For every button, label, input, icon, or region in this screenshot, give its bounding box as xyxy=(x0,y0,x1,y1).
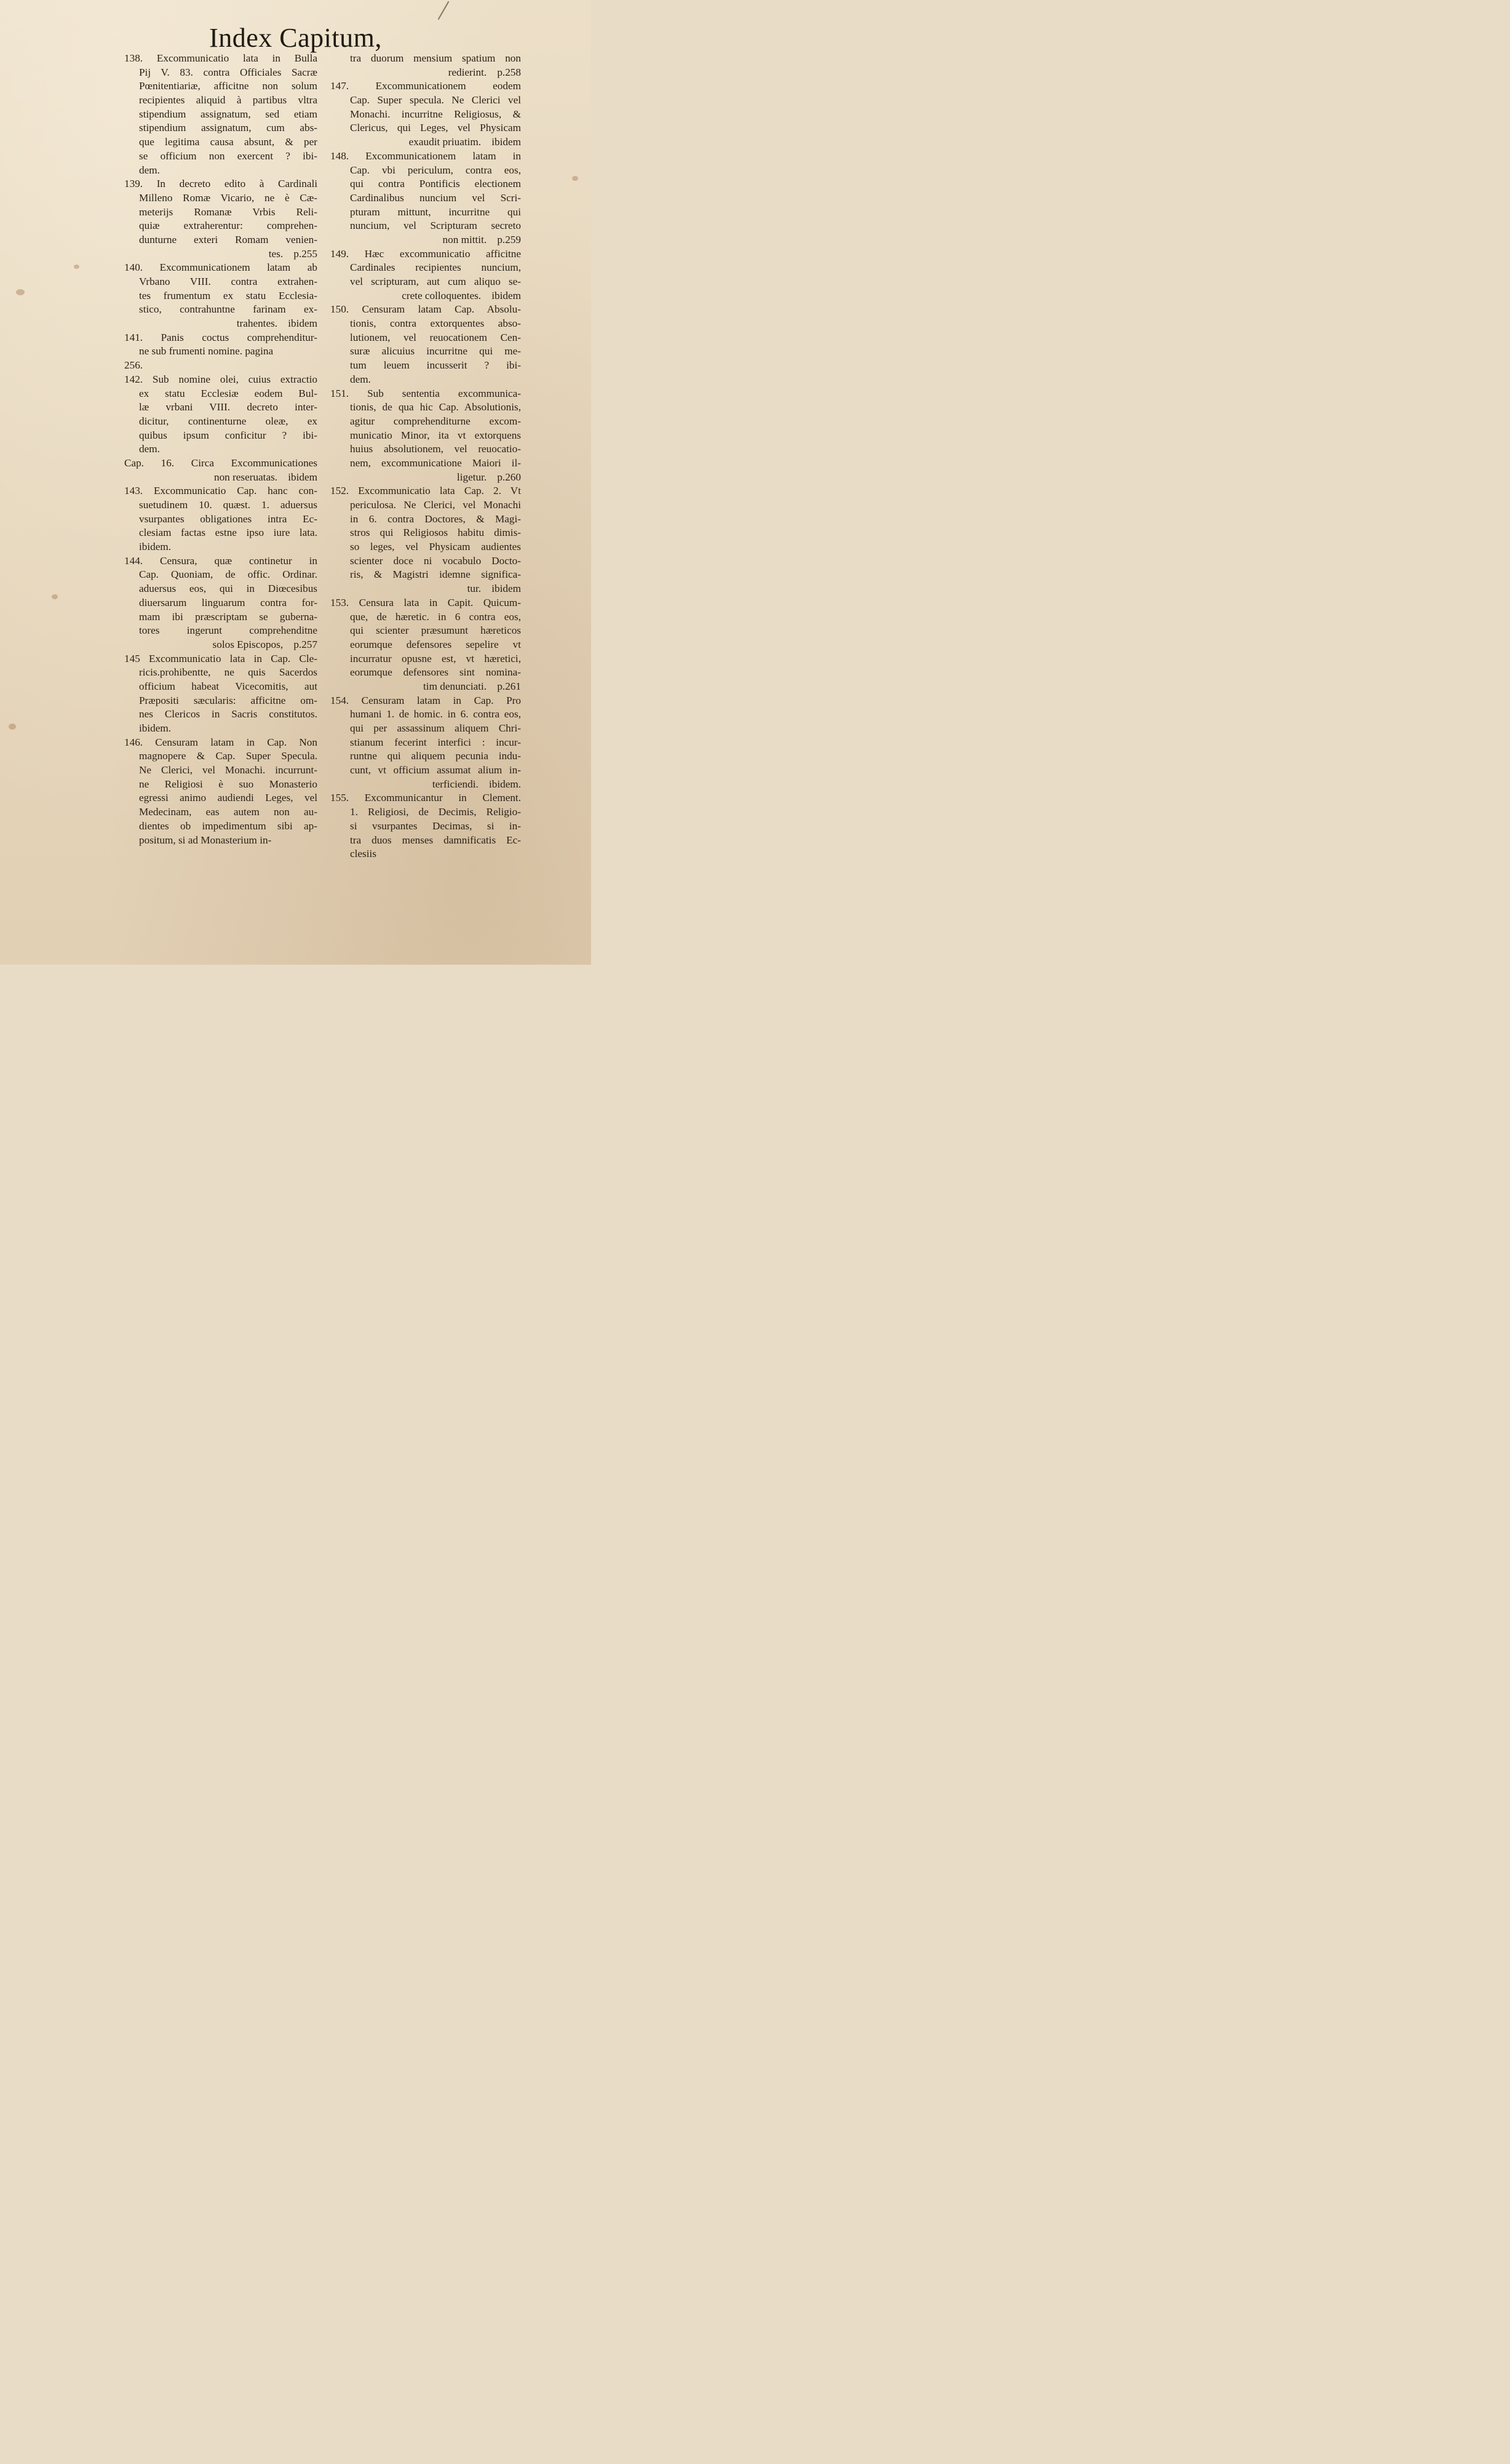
index-line: 141. Panis coctus comprehenditur- xyxy=(124,331,317,343)
index-line: 1. Religiosi, de Decimis, Religio- xyxy=(350,806,521,818)
index-line: 153. Censura lata in Capit. Quicum- xyxy=(330,596,521,608)
index-line: non reseruatas. ibidem xyxy=(213,471,317,483)
index-line: quibus ipsum conficitur ? ibi- xyxy=(139,429,317,441)
index-line: ligetur. p.260 xyxy=(456,471,521,483)
index-line: lutionem, vel reuocationem Cen- xyxy=(350,331,521,343)
index-line: suetudinem 10. quæst. 1. aduersus xyxy=(139,499,317,511)
index-line: eorumque defensores sint nomina- xyxy=(350,666,521,679)
index-line: 139. In decreto edito à Cardinali xyxy=(124,178,317,190)
index-line: 138. Excommunicatio lata in Bulla xyxy=(124,52,317,64)
index-line: Pœnitentiariæ, afficitne non solum xyxy=(139,80,317,92)
index-line: trahentes. ibidem xyxy=(236,317,317,330)
index-line: stianum fecerint interfici : incur- xyxy=(350,736,521,748)
foxing-spot xyxy=(52,594,58,599)
index-line: 145 Excommunicatio lata in Cap. Cle- xyxy=(124,652,317,664)
index-line: Cap. 16. Circa Excommunicationes xyxy=(124,457,317,469)
index-line: stipendium assignatum, sed etiam xyxy=(139,108,317,120)
index-line: dientes ob impedimentum sibi ap- xyxy=(139,819,317,832)
index-line: stipendium assignatum, cum abs- xyxy=(139,122,317,134)
index-line: magnopere & Cap. Super Specula. xyxy=(139,750,317,762)
index-line: tes frumentum ex statu Ecclesia- xyxy=(139,289,317,301)
index-line: Pij V. 83. contra Officiales Sacræ xyxy=(139,66,317,78)
index-line: tores ingerunt comprehenditne xyxy=(139,624,317,637)
index-line: terficiendi. ibidem. xyxy=(432,778,521,790)
index-line: periculosa. Ne Clerici, vel Monachi xyxy=(350,499,521,511)
index-line: Monachi. incurritne Religiosus, & xyxy=(350,108,521,120)
index-line: Ne Clerici, vel Monachi. incurrunt- xyxy=(139,764,317,776)
index-line: ne sub frumenti nomine. pagina xyxy=(139,345,274,357)
index-line: officium habeat Vicecomitis, aut xyxy=(139,680,317,692)
index-line: se officium non exercent ? ibi- xyxy=(139,150,317,162)
index-line: stros qui Religiosos habitu dimis- xyxy=(350,527,521,539)
index-line: ricis.prohibentte, ne quis Sacerdos xyxy=(139,666,317,679)
index-line: Cap. vbi periculum, contra eos, xyxy=(350,164,521,176)
index-line: 152. Excommunicatio lata Cap. 2. Vt xyxy=(330,485,521,497)
index-line: Vrbano VIII. contra extrahen- xyxy=(139,276,317,287)
foxing-spot xyxy=(74,265,79,269)
index-line: clesiis xyxy=(350,848,376,860)
index-line: Cap. Super specula. Ne Clerici vel xyxy=(350,94,521,106)
index-line: qui contra Pontificis electionem xyxy=(350,178,521,190)
index-line: que, de hæretic. in 6 contra eos, xyxy=(350,610,521,623)
index-line: 147. Excommunicationem eodem xyxy=(330,80,521,92)
index-line: aduersus eos, qui in Diœcesibus xyxy=(139,583,317,595)
index-line: huius absolutionem, vel reuocatio- xyxy=(350,443,521,455)
index-line: 151. Sub sententia excommunica- xyxy=(330,387,521,399)
index-line: 146. Censuram latam in Cap. Non xyxy=(124,736,317,748)
index-line: diuersarum linguarum contra for- xyxy=(139,596,317,608)
index-line: si vsurpantes Decimas, si in- xyxy=(350,819,521,832)
index-line: Cardinalibus nuncium vel Scri- xyxy=(350,191,521,204)
margin-pen-mark xyxy=(438,1,450,20)
index-line: Cardinales recipientes nuncium, xyxy=(350,261,521,274)
index-line: vsurpantes obligationes intra Ec- xyxy=(139,512,317,525)
index-line: Præpositi sæcularis: afficitne om- xyxy=(139,694,317,706)
foxing-spot xyxy=(572,176,578,181)
index-line: in 6. contra Doctores, & Magi- xyxy=(350,512,521,525)
index-line: tum leuem incusserit ? ibi- xyxy=(350,359,521,372)
index-line: redierint. p.258 xyxy=(448,66,521,78)
index-line: recipientes aliquid à partibus vltra xyxy=(139,94,317,106)
index-line: dem. xyxy=(350,373,371,385)
index-line: tes. p.255 xyxy=(268,247,317,260)
index-line: scienter doce ni vocabulo Docto- xyxy=(350,554,521,567)
index-line: 143. Excommunicatio Cap. hanc con- xyxy=(124,485,317,497)
index-line: Milleno Romæ Vicario, ne è Cæ- xyxy=(139,191,317,204)
index-line: ex statu Ecclesiæ eodem Bul- xyxy=(139,387,317,399)
index-line: non mittit. p.259 xyxy=(442,233,521,245)
index-line: Clericus, qui Leges, vel Physicam xyxy=(350,122,521,134)
index-line: humani 1. de homic. in 6. contra eos, xyxy=(350,708,521,720)
index-line: nes Clericos in Sacris constitutos. xyxy=(139,708,317,720)
index-line: runtne qui aliquem pecunia indu- xyxy=(350,750,521,762)
index-line: tra duorum mensium spatium non xyxy=(350,52,521,64)
index-line: 150. Censuram latam Cap. Absolu- xyxy=(330,303,521,316)
index-line: qui per assassinum aliquem Chri- xyxy=(350,722,521,734)
index-line: 148. Excommunicationem latam in xyxy=(330,150,521,162)
index-column-left xyxy=(124,52,317,847)
index-line: tionis, de qua hic Cap. Absolutionis, xyxy=(350,401,521,413)
foxing-spot xyxy=(9,724,16,730)
index-line: agitur comprehenditurne excom- xyxy=(350,415,521,427)
index-line: incurratur opusne est, vt hæretici, xyxy=(350,652,521,664)
index-line: Cap. Quoniam, de offic. Ordinar. xyxy=(139,568,317,581)
index-line: municatio Minor, ita vt extorquens xyxy=(350,429,521,441)
index-line: 140. Excommunicationem latam ab xyxy=(124,261,317,274)
index-line: que legitima causa absunt, & per xyxy=(139,136,317,148)
index-line: quiæ extraherentur: comprehen- xyxy=(139,220,317,232)
index-line: tra duos menses damnificatis Ec- xyxy=(350,834,521,846)
index-line: 256. xyxy=(124,359,143,372)
index-line: tur. ibidem xyxy=(467,583,521,595)
index-line: clesiam factas estne ipso iure lata. xyxy=(139,527,317,539)
book-page xyxy=(0,0,591,965)
foxing-spot xyxy=(16,289,25,295)
index-line: tionis, contra extorquentes abso- xyxy=(350,317,521,330)
index-line: crete colloquentes. ibidem xyxy=(402,289,521,301)
page-title: Index Capitum, xyxy=(209,23,382,53)
index-line: so leges, vel Physicam audientes xyxy=(350,541,521,553)
index-column-right xyxy=(330,52,521,861)
index-line: pturam mittunt, incurritne qui xyxy=(350,205,521,218)
index-line: suræ alicuius incurritne qui me- xyxy=(350,345,521,357)
index-line: nuncium, vel Scripturam secreto xyxy=(350,220,521,232)
index-line: dem. xyxy=(139,164,160,176)
index-line: ibidem. xyxy=(139,722,172,734)
index-line: exaudit priuatim. ibidem xyxy=(408,136,521,148)
index-line: Medecinam, eas autem non au- xyxy=(139,806,317,818)
index-line: 149. Hæc excommunicatio afficitne xyxy=(330,247,521,260)
index-line: nem, excommunicatione Maiori il- xyxy=(350,457,521,469)
index-line: dem. xyxy=(139,443,160,455)
index-line: dicitur, continenturne oleæ, ex xyxy=(139,415,317,427)
index-line: ris, & Magistri idemne significa- xyxy=(350,568,521,581)
index-line: cunt, vt officium assumat alium in- xyxy=(350,764,521,776)
index-line: positum, si ad Monasterium in- xyxy=(139,834,272,846)
index-line: ne Religiosi è suo Monasterio xyxy=(139,778,317,790)
index-line: mam ibi præscriptam se guberna- xyxy=(139,610,317,623)
index-line: ibidem. xyxy=(139,541,172,553)
index-line: qui scienter præsumunt hæreticos xyxy=(350,624,521,637)
index-line: 142. Sub nomine olei, cuius extractio xyxy=(124,373,317,385)
index-line: solos Episcopos, p.257 xyxy=(212,638,317,650)
index-line: tim denunciati. p.261 xyxy=(423,680,521,692)
index-line: læ vrbani VIII. decreto inter- xyxy=(139,401,317,413)
index-line: 154. Censuram latam in Cap. Pro xyxy=(330,694,521,706)
index-line: 144. Censura, quæ continetur in xyxy=(124,554,317,567)
index-line: meterijs Romanæ Vrbis Reli- xyxy=(139,205,317,218)
index-line: stico, contrahuntne farinam ex- xyxy=(139,303,317,316)
index-line: dunturne exteri Romam venien- xyxy=(139,233,317,245)
index-line: vel scripturam, aut cum aliquo se- xyxy=(350,276,521,287)
index-line: eorumque defensores sepelire vt xyxy=(350,638,521,650)
index-line: 155. Excommunicantur in Clement. xyxy=(330,792,521,804)
index-line: egressi animo audiendi Leges, vel xyxy=(139,792,317,804)
